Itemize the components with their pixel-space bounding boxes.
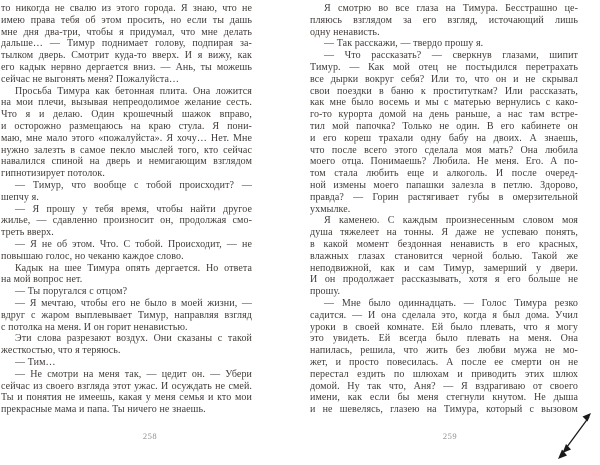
text-line: прошу. xyxy=(310,286,341,298)
text-line: как мне было восемь и мы с матерью вернулись с како- xyxy=(310,97,578,109)
text-line: — Ты поругался с отцом? xyxy=(15,286,128,298)
text-line: — Мне было одиннадцать. — Голос Тимура резко xyxy=(324,297,578,309)
text-line: го-то курорта домой на день раньше, а нас там встре- xyxy=(310,109,578,121)
text-line: пляюсь взглядом за его взгляд, источающий лишь xyxy=(310,14,578,26)
text-line: в какой момент бездонная ненависть в его красных, xyxy=(310,238,578,250)
text-line: — Я прошу у тебя время, чтобы найти другое xyxy=(15,203,252,215)
text-line: садится. — И она сделала это, когда я был дома. Учил xyxy=(310,309,578,321)
text-line: свои поездки в баню к проституткам? Или рассказать, xyxy=(310,85,578,97)
text-line: жесткостью, что я теряюсь. xyxy=(1,345,121,357)
text-line: — Тим… xyxy=(15,356,56,368)
text-line: — Так расскажи, — твердо прошу я. xyxy=(324,38,484,50)
text-line: то никогда не свалю из этого города. Я знаю, что не xyxy=(1,3,252,14)
text-line: том стала любить еще и алкоголь. И после очеред- xyxy=(310,168,578,180)
text-line: навалился спиной на дверь и немигающим взглядом xyxy=(1,156,252,168)
text-line: влажных глазах становится черной болью. Такой же xyxy=(310,250,578,262)
text-line: жет, и просто повесилась. А после ее смерти он не xyxy=(310,356,578,368)
text-line: прекрасные мама и папа. Ты ничего не знаешь. xyxy=(1,404,206,416)
text-line: — Что рассказать? — сверкнув глазами, шипит xyxy=(324,50,578,62)
text-line: повышаю голос, но чеканю каждое слово. xyxy=(1,250,184,262)
text-line: его кадык нервно дергается вниз. — Ань, ты можешь xyxy=(1,61,252,73)
page-number-right: 259 xyxy=(442,431,458,441)
text-line: дальше… — Тимур поднимает голову, подпирая за- xyxy=(1,38,252,50)
text-line: душа тяжелеет на тонны. Я даже не успеваю понять, xyxy=(310,227,578,239)
text-line: моего отца. Понимаешь? Любила. Не меня. Его. А по- xyxy=(310,156,578,168)
text-line: маю, мне мало этого «пожалуйста». Я хочу… Нет. Мне xyxy=(1,132,252,144)
text-line: и его кореш трахали одну бабу на двоих. А знаешь, xyxy=(310,132,578,144)
text-line: и не шевелясь, глазею на Тимура, который с вызовом xyxy=(310,404,578,416)
text-line: треть вверх. xyxy=(1,227,54,239)
right-page-text xyxy=(310,3,578,416)
text-line: одну ненависть. xyxy=(310,26,380,38)
text-line: тил мой папочка? Только не один. В его кабинете он xyxy=(310,120,578,132)
left-page[interactable] xyxy=(1,3,252,416)
text-line: Я смотрю во все глаза на Тимура. Бесстрашно це- xyxy=(324,3,578,14)
text-line: Тимур. — Как мой отец не постыдился перетрахать xyxy=(310,61,578,73)
text-line: — Я не об этом. Что. С тобой. Происходит, — не xyxy=(15,238,252,250)
text-line: Я каменею. С каждым произнесенным словом моя xyxy=(324,215,578,227)
text-line: тылком дверь. Смотрит куда-то вверх. И я вижу, как xyxy=(1,50,252,62)
text-line: правда? — Горин растягивает губы в омерзительной xyxy=(310,191,578,203)
text-line: — Я мечтаю, чтобы его не было в моей жизни, — xyxy=(15,297,252,309)
text-line: на мои плечи, вызывая непреодолимое желание сесть. xyxy=(1,97,252,109)
text-line: и осторожно размещаюсь на краю стула. Я пони- xyxy=(1,120,252,132)
text-line: — Тимур, что вообще с тобой происходит? — xyxy=(15,179,252,191)
text-line: перестал ездить по шлюхам и приводить этих шлюх xyxy=(310,368,578,380)
text-line: мне дня два-три, чтобы я придумал, что мне делать xyxy=(1,26,252,38)
text-line: ухмылке. xyxy=(310,203,351,215)
text-line: И он продолжает рассказывать, хотя я его больше не xyxy=(310,274,578,286)
text-line: сейчас не выгонять меня? Пожалуйста… xyxy=(1,73,180,85)
text-line: Что я и делаю. Один крошечный шажок вправо, xyxy=(1,109,252,121)
text-line: жилье, — сдавленно произносит он, продолжая смо- xyxy=(1,215,252,227)
left-page-text xyxy=(1,3,252,416)
right-page[interactable] xyxy=(310,3,578,416)
text-line: Кадык на шее Тимура опять дергается. Но ответа xyxy=(15,262,252,274)
text-line: домой. Ну так что, Аня? — Я вздрагиваю от своего xyxy=(310,380,578,392)
text-line: гипнотизирует потолок. xyxy=(1,168,105,180)
diagonal-double-arrow-icon xyxy=(551,407,597,465)
text-line: на мой вопрос нет. xyxy=(1,274,83,286)
text-line: все дырки вокруг себя? Или то, что он и не скрывал xyxy=(310,73,578,85)
text-line: неподвижной, как и сам Тимур, замерший у двери. xyxy=(310,262,578,274)
page-number-left: 258 xyxy=(142,431,158,441)
text-line: шепчу я. xyxy=(1,191,39,203)
text-line: вдруг с жаром выплевывает Тимур, направляя взгляд xyxy=(1,309,252,321)
text-line: уроки в своей комнате. Ей было плевать, что я могу xyxy=(310,321,578,333)
text-line: что после всего этого сделала моя мать? Она любила xyxy=(310,144,578,156)
text-line: Ты и понятия не имеешь, какая у меня семья и кто мои xyxy=(1,392,252,404)
text-line: это увидеть. Ей всегда было плевать на меня. Она xyxy=(310,333,578,345)
text-line: нужно залезть в самое пекло мыслей того, кто сейчас xyxy=(1,144,252,156)
text-line: сейчас из своего взгляда этот ужас. И осуждать не смей. xyxy=(1,380,252,392)
text-line: — Не смотри на меня так, — цедит он. — Убери xyxy=(15,368,252,380)
text-line: с потолка на меня. И он горит ненавистью. xyxy=(1,321,188,333)
text-line: напилась, решила, что жить без любви мужа не мо- xyxy=(310,345,578,357)
text-line: Просьба Тимура как бетонная плита. Она ложится xyxy=(15,85,252,97)
text-line: ной измены моего папашки залезла в петлю. Здорово, xyxy=(310,179,578,191)
text-line: имею права тебя об этом просить, но если ты дашь xyxy=(1,14,252,26)
text-line: имени, как если бы меня стегнули кнутом. Не дыша xyxy=(310,392,578,404)
text-line: Эти слова разрезают воздух. Они сказаны с такой xyxy=(15,333,252,345)
